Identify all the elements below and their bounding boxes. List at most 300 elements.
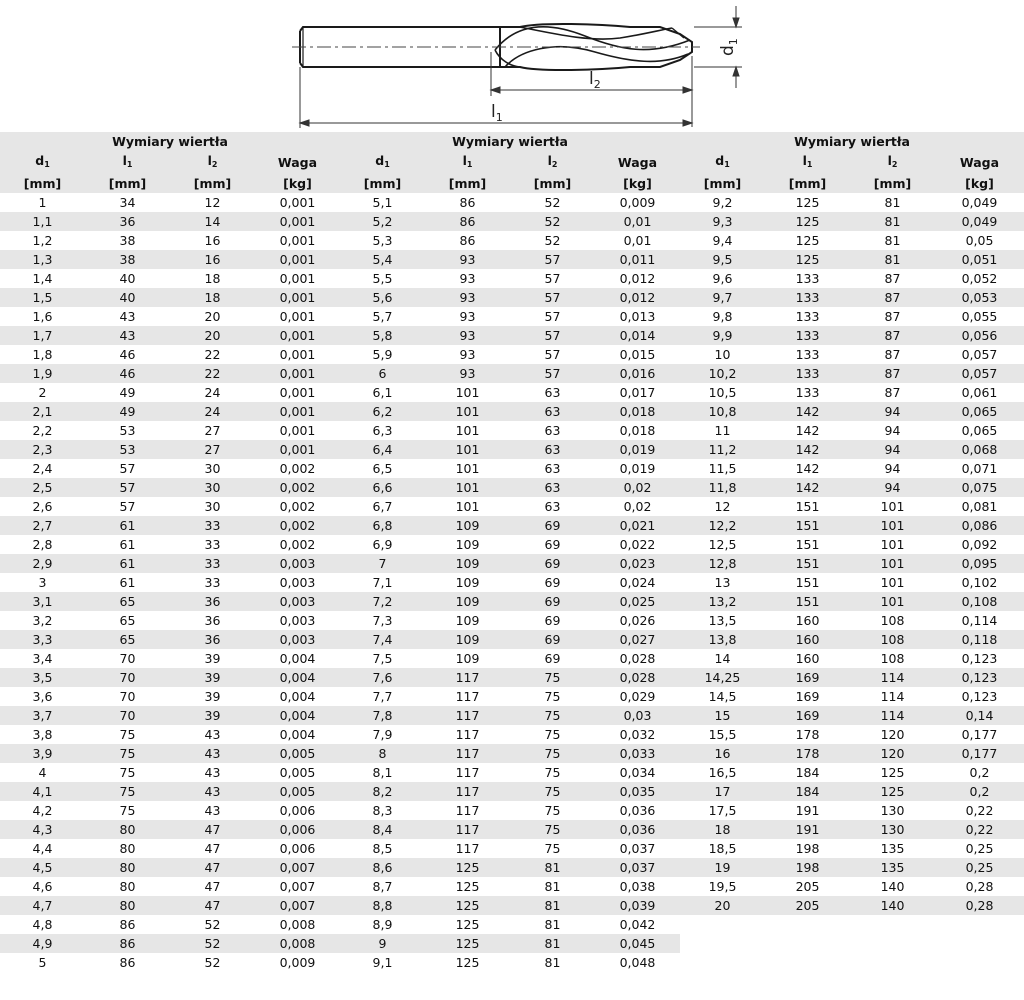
table-cell: 0,027 [595,630,680,649]
table-cell: 0,017 [619,385,656,400]
table-cell: 8 [340,744,425,763]
table-cell: 63 [510,402,595,421]
table-cell: 135 [880,841,905,856]
table-cell: 125 [850,782,935,801]
table-cell: 117 [425,706,510,725]
table-cell: 109 [425,630,510,649]
table-cell: 205 [765,896,850,915]
column-unit: [mm] [340,174,425,193]
table-cell: 101 [425,402,510,421]
table-cell: 14,5 [708,689,737,704]
table-row [0,250,1024,269]
table-cell: 6,9 [372,537,393,552]
table-cell: 0,28 [935,896,1024,915]
table-cell: 0,036 [619,803,656,818]
table-cell: 0,22 [965,803,994,818]
table-cell: 2,2 [32,423,53,438]
table-cell: 11 [714,423,731,438]
table-row [0,459,1024,478]
table-cell: 0,023 [595,554,680,573]
table-cell: 15,5 [708,727,737,742]
table-cell: 142 [795,461,820,476]
table-cell: 0,108 [935,592,1024,611]
table-cell: 108 [850,630,935,649]
table-cell: 0,028 [619,651,656,666]
table-cell: 43 [85,326,170,345]
table-cell: 0,009 [279,955,316,970]
table-cell: 7,6 [340,668,425,687]
table-cell: 133 [795,271,820,286]
table-cell: 0,014 [595,326,680,345]
table-cell: 69 [544,575,561,590]
table-row [0,725,1024,744]
table-cell: 9 [340,934,425,953]
table-cell: 0,053 [935,288,1024,307]
table-cell: 0,092 [961,537,998,552]
table-row [0,630,1024,649]
table-cell: 12 [714,499,731,514]
table-cell: 27 [204,423,221,438]
table-cell: 10,8 [680,402,765,421]
l1-label: $l_1$ [491,102,503,124]
table-cell: 133 [765,288,850,307]
table-cell: 69 [544,613,561,628]
column-header: $l_1$ [425,151,510,174]
table-cell: 125 [765,212,850,231]
table-cell: 14 [170,212,255,231]
table-cell: 94 [850,478,935,497]
table-cell: 133 [795,385,820,400]
table-cell: 16,5 [708,765,737,780]
table-cell: 87 [884,309,901,324]
table-cell: 0,001 [255,326,340,345]
column-unit: [kg] [935,174,1024,193]
table-cell: 4,9 [0,934,85,953]
table-cell: 135 [850,858,935,877]
table-cell: 36 [85,212,170,231]
table-cell: 57 [544,309,561,324]
table-cell: 7,8 [340,706,425,725]
table-cell: 0,048 [619,955,656,970]
table-cell: 125 [455,917,480,932]
table-cell: 69 [544,651,561,666]
table-row [0,687,1024,706]
table-cell: 117 [455,727,480,742]
table-cell: 4,6 [32,879,53,894]
table-cell: 125 [880,765,905,780]
table-cell: 47 [204,841,221,856]
table-cell: 52 [544,195,561,210]
table-cell: 39 [170,668,255,687]
table-cell: 63 [544,499,561,514]
drill-technical-drawing [0,0,1024,132]
table-cell: 57 [510,250,595,269]
table-cell: 1 [38,195,47,210]
table-cell: 125 [795,233,820,248]
table-cell: 81 [884,195,901,210]
table-cell: 14,25 [680,668,765,687]
table-cell: 20 [170,326,255,345]
table-cell: 0,001 [279,423,316,438]
table-cell: 0,039 [595,896,680,915]
table-cell: 10 [714,347,731,362]
table-cell: 63 [544,423,561,438]
table-cell: 0,002 [279,499,316,514]
table-cell: 151 [765,592,850,611]
table-cell: 0,038 [619,879,656,894]
table-cell: 8,9 [372,917,393,932]
table-cell: 0,001 [255,402,340,421]
table-cell: 13,2 [680,592,765,611]
table-cell: 43 [204,803,221,818]
table-cell: 4,7 [0,896,85,915]
table-cell: 101 [850,592,935,611]
table-cell: 125 [425,858,510,877]
table-cell: 52 [170,934,255,953]
table-cell: 0,095 [935,554,1024,573]
table-cell: 63 [544,385,561,400]
drill-dimensions-table [0,132,1024,972]
table-cell: 142 [765,478,850,497]
table-cell: 0,005 [255,744,340,763]
table-cell: 0,004 [279,651,316,666]
table-cell: 0,029 [619,689,656,704]
table-cell: 80 [85,896,170,915]
table-cell: 36 [204,613,221,628]
table-cell: 75 [544,689,561,704]
table-cell: 0,071 [961,461,998,476]
table-cell: 0,006 [255,820,340,839]
table-cell: 117 [455,765,480,780]
table-cell: 0,14 [935,706,1024,725]
table-cell: 0,01 [595,212,680,231]
table-cell: 151 [765,516,850,535]
table-cell: 86 [459,233,476,248]
table-cell: 5,1 [372,195,393,210]
table-row [0,402,1024,421]
empty-cell [680,953,765,972]
table-cell: 0,009 [619,195,656,210]
table-cell: 12 [204,195,221,210]
table-cell: 93 [425,364,510,383]
table-cell: 94 [884,423,901,438]
table-cell: 81 [850,212,935,231]
table-cell: 43 [170,782,255,801]
table-cell: 12,2 [680,516,765,535]
table-cell: 125 [455,879,480,894]
table-cell: 87 [850,288,935,307]
table-cell: 117 [425,744,510,763]
table-cell: 93 [459,347,476,362]
table-cell: 18 [680,820,765,839]
table-cell: 0,001 [279,347,316,362]
table-cell: 93 [459,271,476,286]
empty-cell [765,934,850,953]
table-cell: 75 [510,706,595,725]
empty-cell [765,953,850,972]
table-cell: 47 [170,858,255,877]
table-row [0,592,1024,611]
table-cell: 69 [510,554,595,573]
table-cell: 61 [119,537,136,552]
table-cell: 2,5 [0,478,85,497]
table-cell: 151 [765,554,850,573]
table-cell: 142 [765,440,850,459]
table-cell: 101 [455,499,480,514]
table-cell: 94 [850,440,935,459]
table-cell: 0,02 [595,478,680,497]
table-cell: 75 [510,744,595,763]
column-header: $d_1$ [680,151,765,174]
table-cell: 191 [795,803,820,818]
table-cell: 9,6 [712,271,733,286]
table-cell: 75 [544,765,561,780]
table-cell: 11,8 [680,478,765,497]
table-row [0,915,1024,934]
table-row [0,554,1024,573]
table-cell: 0,28 [965,879,994,894]
table-cell: 22 [204,347,221,362]
column-unit: [mm] [510,174,595,193]
table-row [0,896,1024,915]
table-cell: 0,036 [595,820,680,839]
table-cell: 0,086 [935,516,1024,535]
table-cell: 0,003 [279,613,316,628]
table-cell: 125 [765,250,850,269]
table-cell: 101 [880,575,905,590]
column-header: $l_1$ [765,151,850,174]
table-cell: 81 [510,896,595,915]
table-cell: 8,2 [340,782,425,801]
table-cell: 0,024 [619,575,656,590]
column-unit: [mm] [425,174,510,193]
table-cell: 120 [880,727,905,742]
table-row [0,649,1024,668]
table-cell: 2,6 [32,499,53,514]
table-cell: 0,068 [935,440,1024,459]
table-cell: 34 [119,195,136,210]
table-cell: 8,7 [372,879,393,894]
table-cell: 70 [85,706,170,725]
table-cell: 18 [204,271,221,286]
table-cell: 0,002 [279,537,316,552]
table-cell: 0,057 [961,347,998,362]
table-cell: 53 [119,423,136,438]
table-cell: 38 [85,250,170,269]
table-cell: 0,177 [935,744,1024,763]
table-cell: 33 [170,516,255,535]
table-cell: 36 [170,630,255,649]
table-cell: 0,003 [255,592,340,611]
table-cell: 130 [880,803,905,818]
table-cell: 46 [85,364,170,383]
table-cell: 17 [680,782,765,801]
table-cell: 0,2 [969,765,990,780]
table-cell: 13,8 [680,630,765,649]
table-cell: 2,9 [0,554,85,573]
table-cell: 0,102 [961,575,998,590]
table-cell: 9,2 [712,195,733,210]
table-cell: 114 [850,668,935,687]
table-cell: 0,037 [619,841,656,856]
table-cell: 87 [850,364,935,383]
table-cell: 0,056 [935,326,1024,345]
table-cell: 140 [850,896,935,915]
table-cell: 2,7 [0,516,85,535]
table-cell: 0,02 [623,499,652,514]
table-cell: 0,008 [255,934,340,953]
table-row [0,440,1024,459]
table-cell: 0,026 [619,613,656,628]
table-cell: 0,123 [961,651,998,666]
table-cell: 13 [714,575,731,590]
table-cell: 0,22 [935,820,1024,839]
column-unit: [kg] [595,174,680,193]
table-cell: 86 [85,934,170,953]
table-cell: 0,001 [255,212,340,231]
table-row [0,269,1024,288]
table-cell: 75 [119,765,136,780]
table-row [0,611,1024,630]
table-cell: 33 [204,537,221,552]
table-cell: 0,004 [255,668,340,687]
l2-label: $l_2$ [589,69,601,91]
table-cell: 11,5 [708,461,737,476]
table-cell: 184 [795,765,820,780]
table-cell: 69 [510,516,595,535]
table-cell: 9,7 [680,288,765,307]
table-cell: 57 [119,461,136,476]
table-cell: 30 [204,499,221,514]
table-cell: 65 [119,613,136,628]
table-cell: 93 [459,309,476,324]
table-cell: 87 [884,271,901,286]
table-cell: 0,042 [619,917,656,932]
table-cell: 81 [544,955,561,970]
group-title: Wymiary wiertła [0,132,340,151]
table-cell: 0,002 [255,516,340,535]
table-cell: 5,2 [340,212,425,231]
table-cell: 178 [795,727,820,742]
table-cell: 1,5 [0,288,85,307]
table-cell: 0,019 [595,440,680,459]
table-row [0,820,1024,839]
table-cell: 125 [455,955,480,970]
table-row [0,535,1024,554]
table-cell: 0,001 [255,288,340,307]
table-cell: 0,015 [619,347,656,362]
table-cell: 36 [170,592,255,611]
table-cell: 5,5 [372,271,393,286]
table-cell: 0,013 [619,309,656,324]
table-cell: 3,4 [32,651,53,666]
column-header: $l_2$ [850,151,935,174]
table-cell: 101 [880,499,905,514]
table-cell: 117 [425,668,510,687]
table-cell: 120 [850,744,935,763]
table-cell: 191 [765,820,850,839]
table-cell: 4,3 [0,820,85,839]
table-cell: 6,1 [372,385,393,400]
table-cell: 0,033 [595,744,680,763]
table-cell: 4 [38,765,47,780]
table-cell: 19 [680,858,765,877]
table-cell: 117 [455,689,480,704]
table-cell: 87 [884,347,901,362]
table-cell: 0,049 [961,195,998,210]
table-row [0,668,1024,687]
table-cell: 10,2 [680,364,765,383]
table-cell: 1,8 [32,347,53,362]
table-cell: 101 [425,478,510,497]
table-cell: 0,004 [255,706,340,725]
table-cell: 75 [544,803,561,818]
table-cell: 10,5 [708,385,737,400]
table-cell: 87 [850,326,935,345]
table-cell: 0,022 [619,537,656,552]
table-cell: 0,118 [935,630,1024,649]
empty-cell [850,915,935,934]
table-cell: 16 [680,744,765,763]
table-cell: 108 [880,613,905,628]
group-title: Wymiary wiertła [340,132,680,151]
table-cell: 81 [510,858,595,877]
table-cell: 22 [170,364,255,383]
empty-cell [935,953,1024,972]
table-cell: 0,045 [595,934,680,953]
table-cell: 0,005 [279,765,316,780]
table-cell: 1,3 [0,250,85,269]
table-cell: 0,018 [595,402,680,421]
column-header: Waga [595,151,680,174]
table-cell: 133 [795,347,820,362]
table-cell: 30 [170,478,255,497]
table-cell: 133 [765,364,850,383]
table-cell: 8,1 [372,765,393,780]
table-cell: 0,001 [279,195,316,210]
table-cell: 49 [119,385,136,400]
table-cell: 20 [204,309,221,324]
table-cell: 9,9 [680,326,765,345]
table-cell: 47 [170,820,255,839]
table-cell: 75 [85,782,170,801]
table-cell: 61 [119,575,136,590]
table-cell: 109 [425,592,510,611]
table-row [0,516,1024,535]
table-cell: 7,1 [372,575,393,590]
table-cell: 7,4 [340,630,425,649]
table-cell: 133 [795,309,820,324]
table-cell: 109 [455,537,480,552]
table-cell: 63 [544,461,561,476]
table-cell: 0,002 [279,461,316,476]
table-cell: 7,7 [372,689,393,704]
table-cell: 160 [795,613,820,628]
table-cell: 19,5 [708,879,737,894]
table-cell: 87 [884,385,901,400]
table-cell: 81 [510,934,595,953]
table-cell: 9,4 [712,233,733,248]
table-cell: 0,003 [255,554,340,573]
table-cell: 0,011 [595,250,680,269]
table-cell: 6,2 [340,402,425,421]
table-cell: 70 [119,689,136,704]
table-cell: 6,7 [372,499,393,514]
table-cell: 0,012 [595,288,680,307]
table-cell: 63 [510,478,595,497]
table-cell: 142 [795,423,820,438]
table-row [0,706,1024,725]
